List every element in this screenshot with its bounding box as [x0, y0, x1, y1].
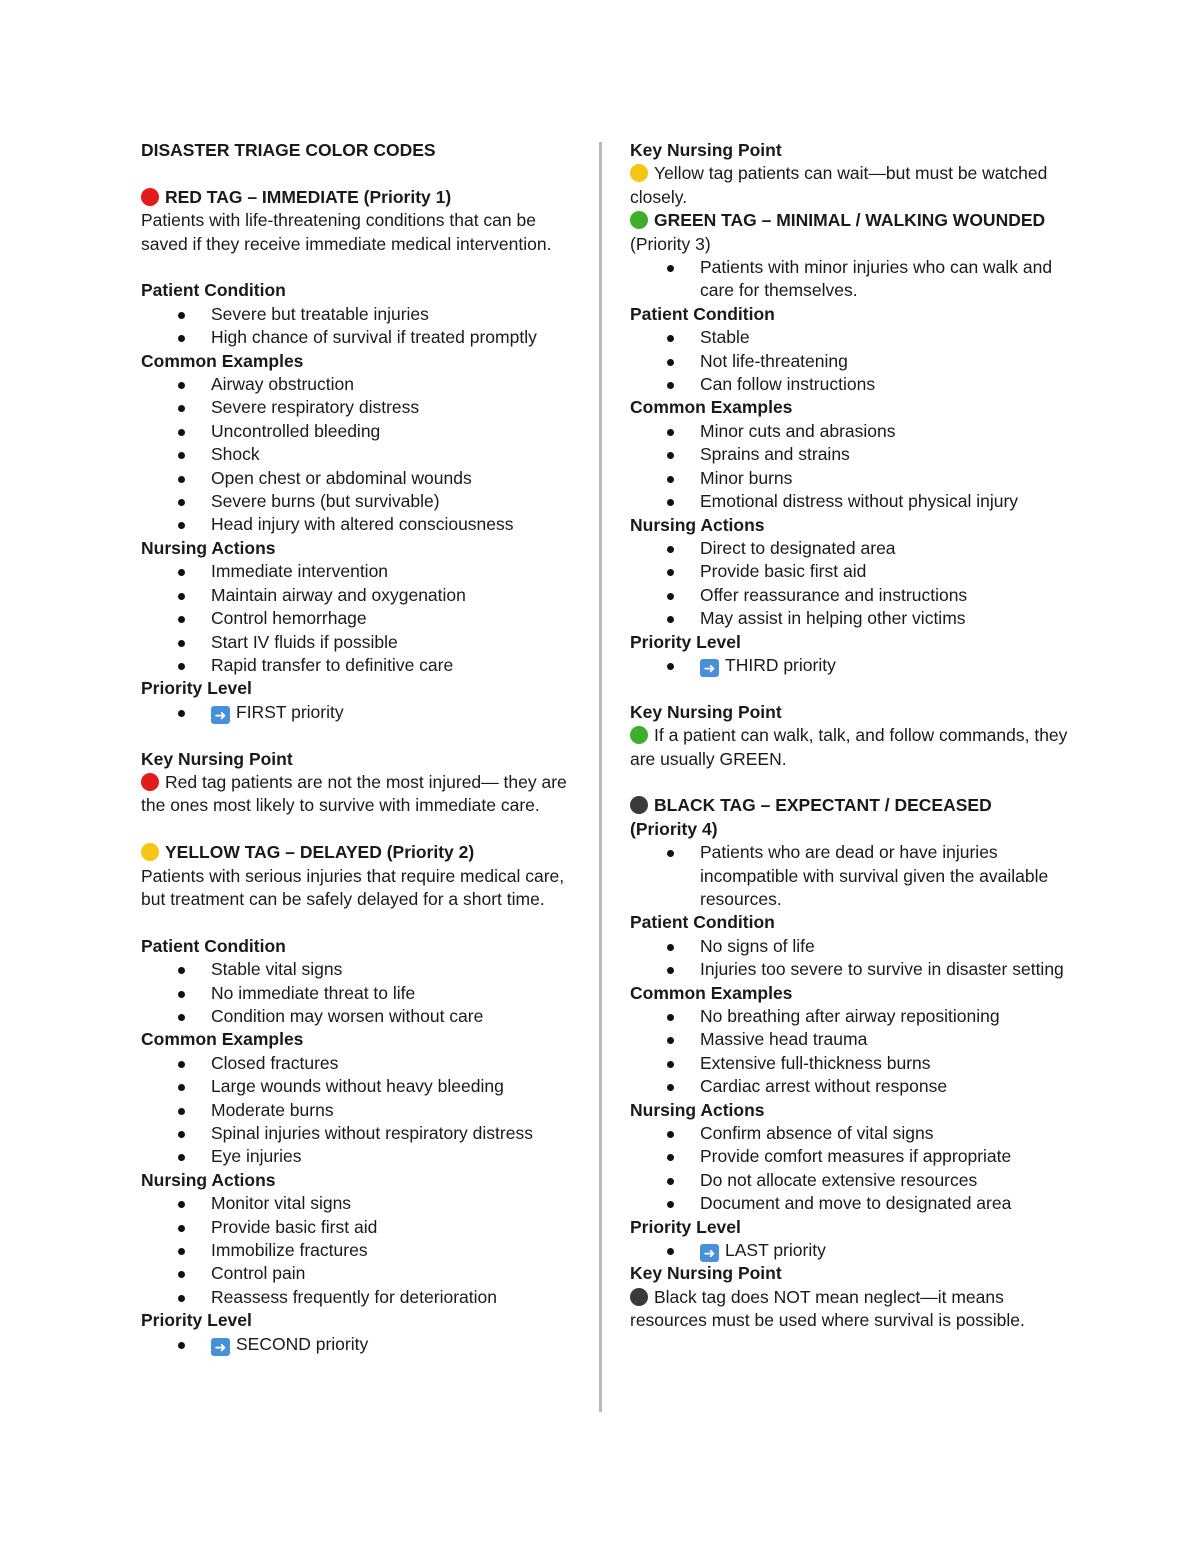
- black-key-point: Black tag does NOT mean neglect—it means resources must be used where survival is possible.: [630, 1286, 1025, 1331]
- black-condition-label: Patient Condition: [630, 912, 775, 933]
- bullet-icon: [178, 1108, 185, 1115]
- black-priority-label: Priority Level: [630, 1216, 741, 1237]
- list-item: Stable: [630, 326, 1070, 349]
- bullet-icon: [178, 640, 185, 647]
- list-item: Patients with minor injuries who can walk and care for themselves.: [630, 256, 1070, 303]
- green-tag-heading: GREEN TAG – MINIMAL / WALKING WOUNDED: [630, 209, 1070, 232]
- red-actions-label: Nursing Actions: [141, 537, 276, 558]
- green-condition-label: Patient Condition: [630, 303, 775, 324]
- list-item: Airway obstruction: [141, 373, 581, 396]
- list-item: ➜ SECOND priority: [141, 1333, 581, 1356]
- bullet-icon: [667, 1061, 674, 1068]
- bullet-icon: [178, 312, 185, 319]
- black-actions-list: [630, 1122, 1070, 1216]
- bullet-icon: [178, 1014, 185, 1021]
- red-circle-icon: [141, 773, 159, 791]
- yellow-tag-description: Patients with serious injuries that require medical care, but treatment can be safely delayed for a short time.: [141, 865, 565, 909]
- list-item: Immediate intervention: [141, 560, 581, 583]
- bullet-icon: [667, 546, 674, 553]
- list-item: No signs of life: [630, 935, 1070, 958]
- yellow-circle-icon: [630, 164, 648, 182]
- bullet-icon: [667, 1014, 674, 1021]
- list-item: Document and move to designated area: [630, 1192, 1070, 1215]
- bullet-icon: [178, 991, 185, 998]
- list-item: Shock: [141, 443, 581, 466]
- green-circle-icon: [630, 211, 648, 229]
- red-actions-list: [141, 560, 581, 677]
- bullet-icon: [667, 1131, 674, 1138]
- bullet-icon: [667, 1178, 674, 1185]
- black-tag-heading: BLACK TAG – EXPECTANT / DECEASED: [630, 794, 1070, 817]
- bullet-icon: [178, 1131, 185, 1138]
- list-item: Do not allocate extensive resources: [630, 1169, 1070, 1192]
- bullet-icon: [178, 429, 185, 436]
- bullet-icon: [667, 476, 674, 483]
- list-item: Can follow instructions: [630, 373, 1070, 396]
- list-item: Head injury with altered consciousness: [141, 513, 581, 536]
- bullet-icon: [178, 1225, 185, 1232]
- green-actions-list: [630, 537, 1070, 631]
- list-item: Confirm absence of vital signs: [630, 1122, 1070, 1145]
- list-item: ➜ FIRST priority: [141, 701, 581, 724]
- yellow-examples-label: Common Examples: [141, 1029, 304, 1050]
- bullet-icon: [178, 1201, 185, 1208]
- right-arrow-icon: ➜: [700, 659, 719, 677]
- list-item: Start IV fluids if possible: [141, 631, 581, 654]
- black-actions-label: Nursing Actions: [630, 1099, 765, 1120]
- list-item: Massive head trauma: [630, 1028, 1070, 1051]
- right-arrow-icon: ➜: [211, 706, 230, 724]
- bullet-icon: [667, 1154, 674, 1161]
- list-item: Moderate burns: [141, 1099, 581, 1122]
- bullet-icon: [178, 569, 185, 576]
- bullet-icon: [178, 593, 185, 600]
- list-item: Severe respiratory distress: [141, 396, 581, 419]
- bullet-icon: [667, 359, 674, 366]
- bullet-icon: [667, 499, 674, 506]
- list-item: Emotional distress without physical injury: [630, 490, 1070, 513]
- list-item: Extensive full-thickness burns: [630, 1052, 1070, 1075]
- black-circle-icon: [630, 1288, 648, 1306]
- black-description-list: [630, 841, 1070, 911]
- bullet-icon: [178, 522, 185, 529]
- bullet-icon: [667, 593, 674, 600]
- bullet-icon: [178, 476, 185, 483]
- green-condition-list: [630, 326, 1070, 396]
- yellow-key-point: Yellow tag patients can wait—but must be watched closely.: [630, 163, 1048, 207]
- red-condition-label: Patient Condition: [141, 280, 286, 301]
- bullet-icon: [667, 335, 674, 342]
- green-circle-icon: [630, 726, 648, 744]
- yellow-priority-label: Priority Level: [141, 1310, 252, 1331]
- bullet-icon: [178, 1271, 185, 1278]
- bullet-icon: [667, 382, 674, 389]
- list-item: Provide basic first aid: [141, 1216, 581, 1239]
- page-title: DISASTER TRIAGE COLOR CODES: [141, 140, 436, 160]
- red-circle-icon: [141, 188, 159, 206]
- black-priority-list: [630, 1239, 1070, 1262]
- yellow-condition-list: [141, 958, 581, 1028]
- list-item: Minor cuts and abrasions: [630, 420, 1070, 443]
- red-priority-list: [141, 701, 581, 724]
- list-item: Control pain: [141, 1262, 581, 1285]
- bullet-icon: [178, 382, 185, 389]
- green-actions-label: Nursing Actions: [630, 514, 765, 535]
- bullet-icon: [178, 405, 185, 412]
- yellow-actions-label: Nursing Actions: [141, 1169, 276, 1190]
- green-description-list: [630, 256, 1070, 303]
- list-item: Rapid transfer to definitive care: [141, 654, 581, 677]
- black-tag-priority-suffix: (Priority 4): [630, 818, 718, 839]
- green-priority-list: [630, 654, 1070, 677]
- list-item: ➜ LAST priority: [630, 1239, 1070, 1262]
- bullet-icon: [178, 1154, 185, 1161]
- bullet-icon: [178, 1295, 185, 1302]
- list-item: High chance of survival if treated promptly: [141, 326, 581, 349]
- left-column: [141, 139, 581, 1356]
- list-item: Offer reassurance and instructions: [630, 584, 1070, 607]
- black-condition-list: [630, 935, 1070, 982]
- green-key-label: Key Nursing Point: [630, 701, 782, 722]
- red-key-label: Key Nursing Point: [141, 748, 293, 769]
- black-circle-icon: [630, 796, 648, 814]
- bullet-icon: [178, 499, 185, 506]
- green-examples-list: [630, 420, 1070, 514]
- green-tag-priority-suffix: (Priority 3): [630, 233, 711, 254]
- list-item: Provide basic first aid: [630, 560, 1070, 583]
- list-item: No immediate threat to life: [141, 982, 581, 1005]
- list-item: Uncontrolled bleeding: [141, 420, 581, 443]
- bullet-icon: [667, 1037, 674, 1044]
- red-key-point: Red tag patients are not the most injured— they are the ones most likely to survive with immediate care.: [141, 771, 567, 816]
- bullet-icon: [178, 335, 185, 342]
- red-priority-label: Priority Level: [141, 678, 252, 699]
- bullet-icon: [667, 944, 674, 951]
- column-divider: [599, 142, 602, 1412]
- bullet-icon: [667, 429, 674, 436]
- list-item: Spinal injuries without respiratory distress: [141, 1122, 581, 1145]
- bullet-icon: [667, 1084, 674, 1091]
- bullet-icon: [178, 1061, 185, 1068]
- bullet-icon: [667, 616, 674, 623]
- green-priority-label: Priority Level: [630, 631, 741, 652]
- red-examples-label: Common Examples: [141, 350, 304, 371]
- list-item: Sprains and strains: [630, 443, 1070, 466]
- yellow-condition-label: Patient Condition: [141, 935, 286, 956]
- list-item: Open chest or abdominal wounds: [141, 467, 581, 490]
- list-item: Severe burns (but survivable): [141, 490, 581, 513]
- bullet-icon: [667, 1201, 674, 1208]
- list-item: Injuries too severe to survive in disaster setting: [630, 958, 1070, 981]
- red-examples-list: [141, 373, 581, 537]
- bullet-icon: [178, 452, 185, 459]
- list-item: Immobilize fractures: [141, 1239, 581, 1262]
- green-examples-label: Common Examples: [630, 397, 793, 418]
- black-key-label: Key Nursing Point: [630, 1263, 782, 1284]
- list-item: Condition may worsen without care: [141, 1005, 581, 1028]
- right-arrow-icon: ➜: [211, 1338, 230, 1356]
- red-tag-heading: RED TAG – IMMEDIATE (Priority 1): [141, 186, 581, 209]
- bullet-icon: [178, 663, 185, 670]
- red-condition-list: [141, 303, 581, 350]
- list-item: Reassess frequently for deterioration: [141, 1286, 581, 1309]
- bullet-icon: [667, 850, 674, 857]
- bullet-icon: [667, 452, 674, 459]
- list-item: Provide comfort measures if appropriate: [630, 1145, 1070, 1168]
- red-tag-description: Patients with life-threatening conditions that can be saved if they receive immediate medical intervention.: [141, 210, 552, 254]
- right-arrow-icon: ➜: [700, 1244, 719, 1262]
- list-item: Large wounds without heavy bleeding: [141, 1075, 581, 1098]
- bullet-icon: [667, 265, 674, 272]
- list-item: Direct to designated area: [630, 537, 1070, 560]
- list-item: Minor burns: [630, 467, 1070, 490]
- list-item: Patients who are dead or have injuries incompatible with survival given the available resources.: [630, 841, 1070, 911]
- list-item: May assist in helping other victims: [630, 607, 1070, 630]
- bullet-icon: [667, 569, 674, 576]
- green-key-point: If a patient can walk, talk, and follow commands, they are usually GREEN.: [630, 725, 1068, 769]
- black-examples-label: Common Examples: [630, 982, 793, 1003]
- bullet-icon: [178, 1248, 185, 1255]
- list-item: Control hemorrhage: [141, 607, 581, 630]
- list-item: ➜ THIRD priority: [630, 654, 1070, 677]
- yellow-circle-icon: [141, 843, 159, 861]
- bullet-icon: [667, 967, 674, 974]
- list-item: No breathing after airway repositioning: [630, 1005, 1070, 1028]
- bullet-icon: [178, 967, 185, 974]
- list-item: Not life-threatening: [630, 350, 1070, 373]
- yellow-examples-list: [141, 1052, 581, 1169]
- list-item: Monitor vital signs: [141, 1192, 581, 1215]
- bullet-icon: [178, 616, 185, 623]
- yellow-key-label: Key Nursing Point: [630, 140, 782, 160]
- list-item: Closed fractures: [141, 1052, 581, 1075]
- list-item: Maintain airway and oxygenation: [141, 584, 581, 607]
- yellow-tag-heading: YELLOW TAG – DELAYED (Priority 2): [141, 841, 581, 864]
- yellow-priority-list: [141, 1333, 581, 1356]
- bullet-icon: [178, 1084, 185, 1091]
- list-item: Stable vital signs: [141, 958, 581, 981]
- yellow-actions-list: [141, 1192, 581, 1309]
- list-item: Eye injuries: [141, 1145, 581, 1168]
- list-item: Cardiac arrest without response: [630, 1075, 1070, 1098]
- list-item: Severe but treatable injuries: [141, 303, 581, 326]
- right-column: [630, 139, 1070, 1333]
- black-examples-list: [630, 1005, 1070, 1099]
